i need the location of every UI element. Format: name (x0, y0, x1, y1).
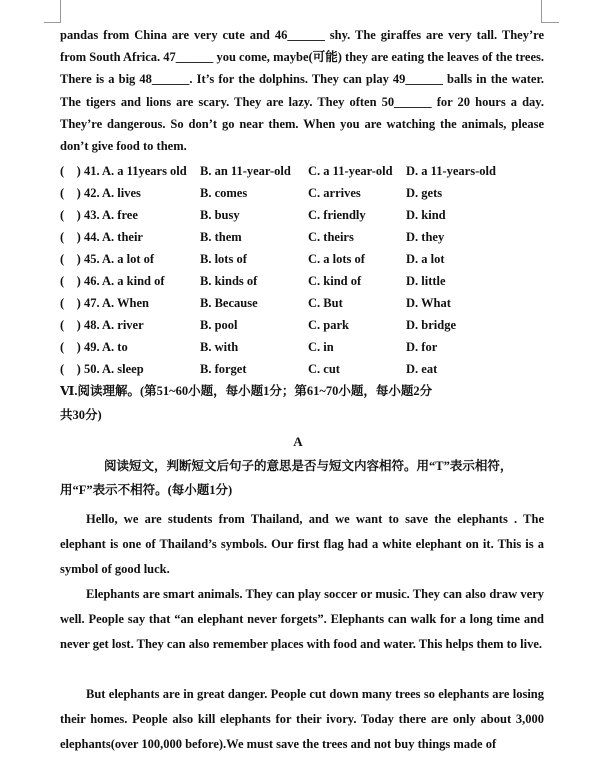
question-42-a: ( ) 42. A. lives (60, 186, 141, 200)
question-43 (60, 204, 550, 226)
question-42-d: D. gets (406, 186, 443, 200)
question-45-a: ( ) 45. A. a lot of (60, 252, 155, 266)
question-46-a: ( ) 46. A. a kind of (60, 274, 165, 288)
question-47-a: ( ) 47. A. When (60, 296, 150, 310)
question-49-d: D. for (406, 340, 438, 354)
question-49-a: ( ) 49. A. to (60, 340, 128, 354)
question-42 (60, 182, 550, 204)
question-47-d: D. What (406, 296, 451, 310)
question-44 (60, 226, 550, 248)
question-46 (60, 270, 550, 292)
question-43-d: D. kind (406, 208, 446, 222)
question-43-b: B. busy (200, 208, 240, 222)
question-49 (60, 336, 550, 358)
question-44-d: D. they (406, 230, 445, 244)
question-46-b: B. kinds of (200, 274, 258, 288)
question-41-d: D. a 11-years-old (406, 164, 496, 178)
question-48-c: C. park (308, 318, 349, 332)
question-50-d: D. eat (406, 362, 438, 376)
instruction-line-1: 阅读短文，判断短文后句子的意思是否与短文内容相符。用“T”表示相符， (104, 459, 513, 473)
reading-paragraph-2: Elephants are smart animals. They can play soccer or music. They can also draw very well. People say that “an elephant never forgets”. Elephants can walk for a long time and never get lost. They can also remember places with food and water. This helps them to live. (60, 587, 544, 651)
question-41 (60, 160, 550, 182)
question-48-b: B. pool (200, 318, 238, 332)
cloze-passage: pandas from China are very cute and 46______ shy. The giraffes are very tall. They’re from South Africa. 47______ you come, maybe(可能) they are eating the leaves of the trees. There is a big 48______. It’s for the dolphins. They can play 49______ balls in the water. The tigers and lions are scary. They are lazy. They often 50______ for 20 hours a day. They’re dangerous. So don’t go near them. When you are watching the animals, please don’t give food to them. (60, 28, 544, 154)
question-44-c: C. theirs (308, 230, 354, 244)
question-48-d: D. bridge (406, 318, 456, 332)
crop-mark-left (60, 0, 61, 22)
question-47-b: B. Because (200, 296, 258, 310)
reading-paragraph-1: Hello, we are students from Thailand, and we want to save the elephants . The elephant is one of Thailand’s symbols. Our first flag had a white elephant on it. This is a symbol of good luck. (60, 512, 544, 576)
question-45 (60, 248, 550, 270)
passage-label: A (293, 434, 303, 449)
question-47-c: C. But (308, 296, 343, 310)
question-47 (60, 292, 550, 314)
section-heading-cont: 共30分) (60, 408, 102, 422)
question-45-c: C. a lots of (308, 252, 365, 266)
question-50 (60, 358, 550, 380)
crop-mark-right-horizontal (541, 22, 559, 23)
question-41-a: ( ) 41. A. a 11years old (60, 164, 187, 178)
question-43-a: ( ) 43. A. free (60, 208, 138, 222)
question-44-b: B. them (200, 230, 242, 244)
crop-mark-right (541, 0, 542, 22)
question-48-a: ( ) 48. A. river (60, 318, 144, 332)
question-50-b: B. forget (200, 362, 247, 376)
question-42-b: B. comes (200, 186, 248, 200)
question-44-a: ( ) 44. A. their (60, 230, 143, 244)
question-46-c: C. kind of (308, 274, 362, 288)
section-heading: Ⅵ.阅读理解。(第51~60小题，每小题1分；第61~70小题，每小题2分 (60, 384, 433, 398)
instruction-line-2: 用“F”表示不相符。(每小题1分) (60, 483, 233, 497)
question-50-a: ( ) 50. A. sleep (60, 362, 144, 376)
question-41-c: C. a 11-year-old (308, 164, 393, 178)
reading-paragraph-3: But elephants are in great danger. People cut down many trees so elephants are losing their homes. People also kill elephants for their ivory. Today there are only about 3,000 elephants(over 100,000 before).We must save the trees and not buy things made of (60, 687, 544, 751)
question-45-b: B. lots of (200, 252, 247, 266)
question-46-d: D. little (406, 274, 446, 288)
question-49-b: B. with (200, 340, 239, 354)
question-43-c: C. friendly (308, 208, 366, 222)
question-49-c: C. in (308, 340, 334, 354)
question-42-c: C. arrives (308, 186, 361, 200)
question-48 (60, 314, 550, 336)
question-45-d: D. a lot (406, 252, 445, 266)
question-41-b: B. an 11-year-old (200, 164, 291, 178)
question-50-c: C. cut (308, 362, 340, 376)
crop-mark-left-horizontal (44, 22, 61, 23)
